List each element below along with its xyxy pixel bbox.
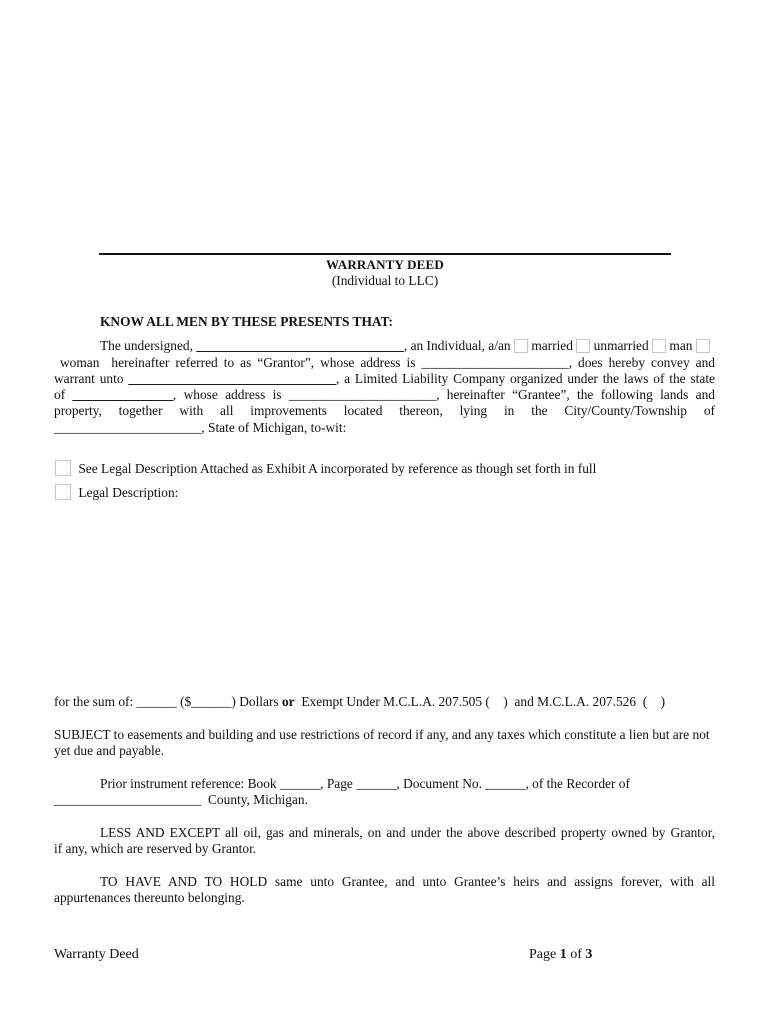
legal-description-option: [55, 484, 178, 501]
grantor-line-5: property, together with all improvements located thereon, lying in the City/County/Township of: [54, 403, 715, 418]
exhibit-a-label: See Legal Description Attached as Exhibit A incorporated by reference as though set forth in full: [78, 461, 597, 476]
habendum-line-2: appurtenances thereunto belonging.: [54, 890, 245, 905]
grantor-line-2: woman hereinafter referred to as “Grantor”, whose address is ______________________, does hereby convey and: [60, 355, 715, 370]
state-blank[interactable]: _______________: [72, 387, 173, 402]
legal-description-label: Legal Description:: [78, 485, 179, 500]
grantor-name-blank[interactable]: _______________________________: [196, 338, 404, 353]
woman-checkbox[interactable]: [696, 339, 710, 353]
legal-description-checkbox[interactable]: [55, 484, 71, 500]
grantor-line-6: ______________________, State of Michigan, to-wit:: [54, 420, 347, 435]
know-all-heading: KNOW ALL MEN BY THESE PRESENTS THAT:: [100, 314, 393, 329]
woman-label: woman: [60, 355, 100, 370]
grantor-line-1: The undersigned, _______________________________, an Individual, a/an married unmarried man: [100, 338, 729, 354]
unmarried-checkbox[interactable]: [576, 339, 590, 353]
top-rule: [99, 253, 671, 255]
prior-instrument-line-1: Prior instrument reference: Book ______, Page ______, Document No. ______, of the Recorder of: [100, 776, 630, 791]
exhibit-a-option: [55, 460, 596, 477]
unmarried-label: unmarried: [593, 338, 649, 353]
man-label: man: [669, 338, 693, 353]
page-total: 3: [585, 947, 593, 962]
man-checkbox[interactable]: [652, 339, 666, 353]
less-except-line-1: LESS AND EXCEPT all oil, gas and minerals, on and under the above described property owned by Grantor,: [100, 825, 715, 840]
document-title: WARRANTY DEED: [325, 257, 445, 272]
sum-line: for the sum of: ______ ($______) Dollars or Exempt Under M.C.L.A. 207.505 ( ) and M.C.L.A. 207.526 ( ): [54, 694, 666, 709]
married-checkbox[interactable]: [514, 339, 528, 353]
grantor-line-4: of _______________, whose address is ______________________, hereinafter “Grantee”, the following lands and: [54, 387, 715, 402]
document-subtitle: (Individual to LLC): [331, 273, 439, 288]
exhibit-a-checkbox[interactable]: [55, 460, 71, 476]
grantor-line-3: warrant unto _______________________________, a Limited Liability Company organized under the laws of the state: [54, 371, 715, 386]
prior-instrument-line-2: ______________________ County, Michigan.: [54, 792, 308, 807]
grantee-name-blank[interactable]: _______________________________: [128, 371, 336, 386]
married-label: married: [531, 338, 573, 353]
page-indicator: Page 1 of 3: [529, 947, 593, 962]
page-number: 1: [559, 947, 567, 962]
subject-paragraph: SUBJECT to easements and building and use restrictions of record if any, and any taxes which constitute a lien but are not yet due and payable.: [54, 727, 710, 759]
habendum-line-1: TO HAVE AND TO HOLD same unto Grantee, and unto Grantee’s heirs and assigns forever, with all: [100, 874, 715, 889]
less-except-line-2: if any, which are reserved by Grantor.: [54, 841, 257, 856]
footer-doc-name: Warranty Deed: [54, 947, 139, 962]
